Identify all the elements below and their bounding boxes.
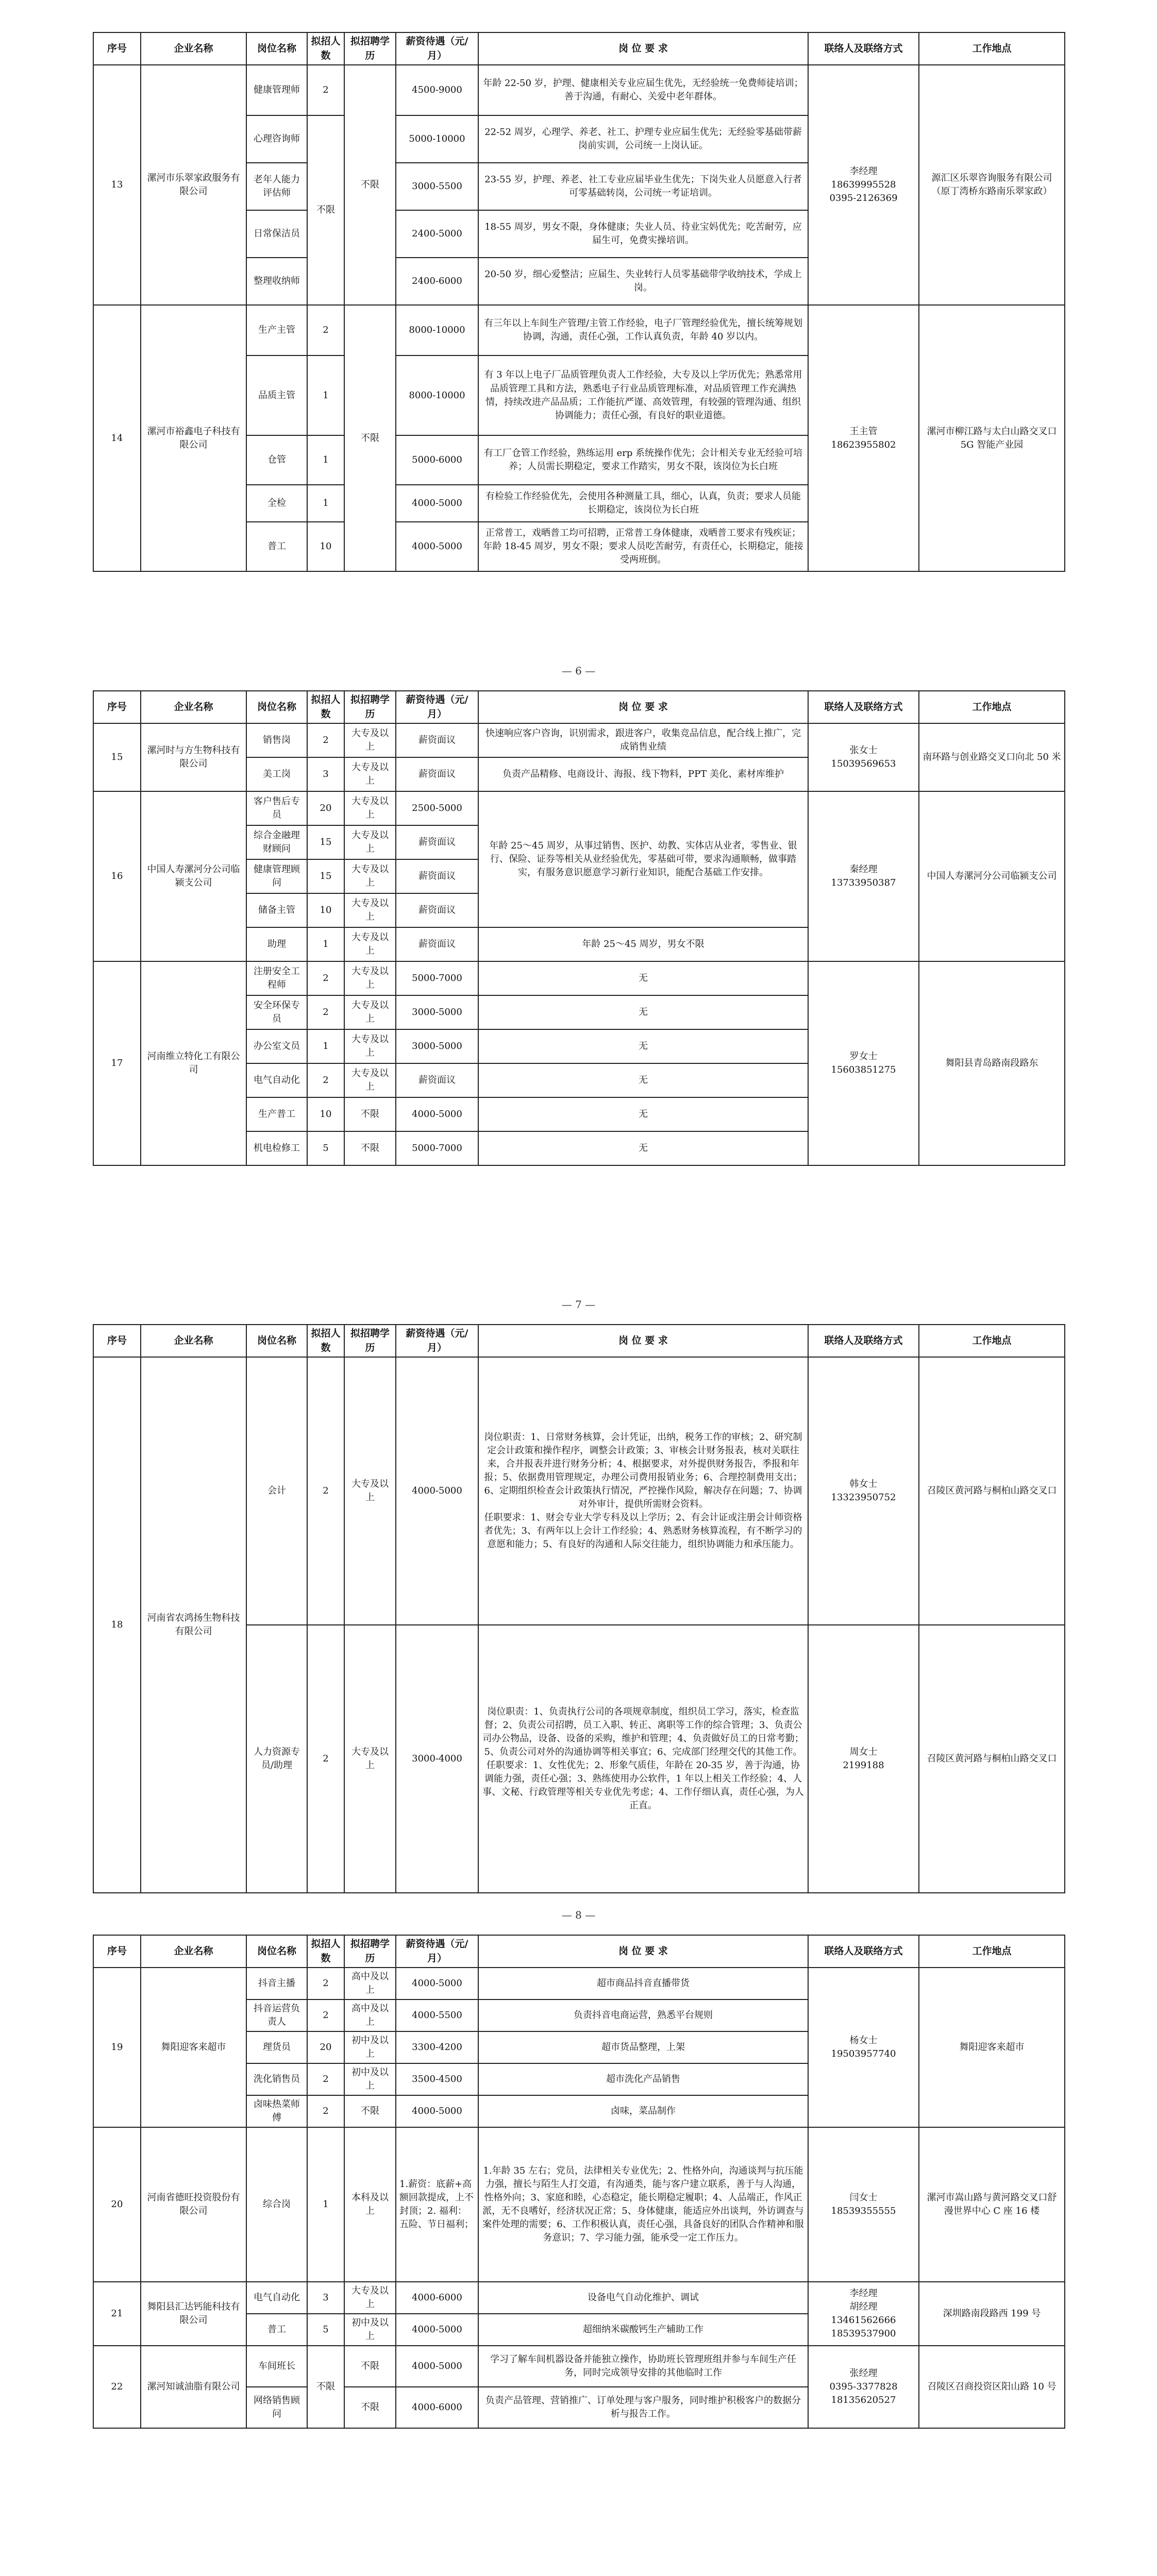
location-cell: 南环路与创业路交叉口向北 50 米 <box>919 723 1065 791</box>
salary-cell: 3500-4500 <box>396 2063 478 2095</box>
contact-cell: 李经理 18639995528 0395-2126369 <box>808 65 919 305</box>
count-cell: 2 <box>307 723 344 757</box>
header-company: 企业名称 <box>141 1325 246 1357</box>
seq-cell: 15 <box>93 723 141 791</box>
position-cell: 卤味热菜师傅 <box>246 2095 307 2127</box>
header-salary: 薪资待遇（元/月） <box>396 1935 478 1968</box>
contact-cell: 杨女士 19503957740 <box>808 1968 919 2127</box>
education-cell: 大专及以上 <box>344 1029 396 1063</box>
education-cell: 大专及以上 <box>344 927 396 961</box>
header-count: 拟招人数 <box>307 691 344 723</box>
position-cell: 储备主管 <box>246 893 307 927</box>
company-cell: 漯河市乐翠家政服务有限公司 <box>141 65 246 305</box>
salary-cell: 薪资面议 <box>396 859 478 893</box>
requirements-cell: 无 <box>478 1063 808 1097</box>
requirements-cell: 有 3 年以上电子厂品质管理负责人工作经验，大专及以上学历优先；熟悉常用品质管理工具和方法，熟悉电子行业品质管理标准，对品质管理工作充满热情，持续改进产品品质；工作能抗严谨、高效管理，有较强的管理沟通、组织协调能力；责任心强，有良好的职业道德。 <box>478 355 808 435</box>
salary-cell: 4500-9000 <box>396 65 478 115</box>
education-cell: 大专及以上 <box>344 1625 396 1893</box>
header-salary: 薪资待遇（元/月） <box>396 32 478 65</box>
seq-cell: 17 <box>93 961 141 1165</box>
education-cell: 不限 <box>344 2346 396 2387</box>
position-cell: 综合金融理财顾问 <box>246 825 307 859</box>
count-cell: 20 <box>307 791 344 825</box>
header-count: 拟招人数 <box>307 1935 344 1968</box>
salary-cell: 薪资面议 <box>396 927 478 961</box>
table-row <box>93 2127 1065 2282</box>
requirements-cell: 无 <box>478 961 808 995</box>
location-cell: 召陵区召商投资区阳山路 10 号 <box>919 2346 1065 2428</box>
salary-cell: 2400-5000 <box>396 210 478 258</box>
salary-cell: 4000-5000 <box>396 1968 478 1999</box>
requirements-cell: 有三年以上车间生产管理/主管工作经验，电子厂管理经验优先，擅长统筹规划协调，沟通，责任心强，工作认真负责，年龄 40 岁以内。 <box>478 305 808 355</box>
location-cell: 漯河市柳江路与太白山路交叉口 5G 智能产业园 <box>919 305 1065 571</box>
contact-cell: 罗女士 15603851275 <box>808 961 919 1165</box>
education-cell: 不限 <box>344 305 396 571</box>
education-cell: 不限 <box>344 2387 396 2428</box>
page-8 <box>93 1324 1064 1893</box>
page-9 <box>93 1935 1064 2429</box>
header-position: 岗位名称 <box>246 691 307 723</box>
header-contact: 联络人及联络方式 <box>808 1935 919 1968</box>
recruitment-table <box>93 32 1065 572</box>
requirements-cell: 超市货品整理，上架 <box>478 2031 808 2063</box>
table-row <box>93 791 1065 825</box>
header-requirements: 岗 位 要 求 <box>478 1325 808 1357</box>
header-education: 拟招聘学历 <box>344 691 396 723</box>
count-cell: 2 <box>307 1357 344 1625</box>
requirements-cell: 年龄 25～45 周岁，从事过销售、医护、幼教、实体店从业者，零售业、银行、保险、证券等相关从业经验优先，零基础可带，要求沟通顺畅，做事踏实，有服务意识愿意学习新行业知识，能配合基础工作安排。 <box>478 791 808 927</box>
table-row <box>93 2282 1065 2314</box>
salary-cell: 3000-5500 <box>396 163 478 210</box>
education-cell: 大专及以上 <box>344 995 396 1029</box>
salary-cell: 4000-5000 <box>396 1097 478 1131</box>
salary-cell: 薪资面议 <box>396 757 478 791</box>
count-cell: 不限 <box>307 2346 344 2428</box>
position-cell: 机电检修工 <box>246 1131 307 1165</box>
position-cell: 普工 <box>246 2314 307 2346</box>
position-cell: 生产普工 <box>246 1097 307 1131</box>
salary-cell: 薪资面议 <box>396 723 478 757</box>
salary-cell: 4000-6000 <box>396 2387 478 2428</box>
table-row <box>93 1968 1065 1999</box>
requirements-cell: 负责产品管理、营销推广、订单处理与客户服务，同时维护积极客户的数据分析与报告工作。 <box>478 2387 808 2428</box>
company-cell: 河南省德旺投资股份有限公司 <box>141 2127 246 2282</box>
count-cell: 2 <box>307 305 344 355</box>
contact-cell: 李经理 胡经理 13461562666 18539537900 <box>808 2282 919 2346</box>
header-company: 企业名称 <box>141 691 246 723</box>
count-cell: 2 <box>307 65 344 115</box>
salary-cell: 4000-5000 <box>396 2346 478 2387</box>
contact-cell: 张女士 15039569653 <box>808 723 919 791</box>
education-cell: 高中及以上 <box>344 1999 396 2031</box>
requirements-cell: 超市洗化产品销售 <box>478 2063 808 2095</box>
position-cell: 客户售后专员 <box>246 791 307 825</box>
count-cell: 1 <box>307 355 344 435</box>
header-position: 岗位名称 <box>246 32 307 65</box>
header-position: 岗位名称 <box>246 1325 307 1357</box>
requirements-cell: 22-52 周岁，心理学、养老、社工、护理专业应届生优先；无经验零基础带薪岗前实训，公司统一上岗认证。 <box>478 115 808 163</box>
header-salary: 薪资待遇（元/月） <box>396 691 478 723</box>
position-cell: 健康管理顾问 <box>246 859 307 893</box>
salary-cell: 薪资面议 <box>396 825 478 859</box>
education-cell: 大专及以上 <box>344 961 396 995</box>
page-6 <box>93 32 1064 572</box>
count-cell: 3 <box>307 757 344 791</box>
salary-cell: 4000-5000 <box>396 522 478 571</box>
header-location: 工作地点 <box>919 1935 1065 1968</box>
position-cell: 综合岗 <box>246 2127 307 2282</box>
recruitment-table <box>93 1324 1065 1893</box>
education-cell: 大专及以上 <box>344 825 396 859</box>
header-education: 拟招聘学历 <box>344 1325 396 1357</box>
count-cell: 5 <box>307 2314 344 2346</box>
education-cell: 初中及以上 <box>344 2314 396 2346</box>
requirements-cell: 23-55 岁，护理、养老、社工专业应届毕业生优先；下岗失业人员愿意入行者可零基础转岗，公司统一考证培训。 <box>478 163 808 210</box>
header-contact: 联络人及联络方式 <box>808 691 919 723</box>
requirements-cell: 1.年龄 35 左右；党员，法律相关专业优先；2、性格外向，沟通谈判与抗压能力强，擅长与陌生人打交道，有沟通类，能与客户建立联系，善于与人沟通，性格外向；3、家庭和睦，心态稳定，能长期稳定履职；4、人品端正，作风正派，无不良嗜好，经济状况正常；5、身体健康，能适应外出谈判，外访调查与案件处理的需要；6、工作积极认真，责任心强，具备良好的团队合作精神和服务意识；7、学习能力强，能承受一定工作压力。 <box>478 2127 808 2282</box>
education-cell: 大专及以上 <box>344 723 396 757</box>
salary-cell: 4000-6000 <box>396 2282 478 2314</box>
seq-cell: 22 <box>93 2346 141 2428</box>
location-cell: 召陵区黄河路与桐柏山路交叉口 <box>919 1625 1065 1893</box>
education-cell: 不限 <box>344 2095 396 2127</box>
salary-cell: 3000-5000 <box>396 995 478 1029</box>
location-cell: 舞阳迎客来超市 <box>919 1968 1065 2127</box>
header-education: 拟招聘学历 <box>344 32 396 65</box>
salary-cell: 薪资面议 <box>396 1063 478 1097</box>
requirements-cell: 学习了解车间机器设备并能独立操作，协助班长管理班组并参与车间生产任务，同时完成领导安排的其他临时工作 <box>478 2346 808 2387</box>
position-cell: 会计 <box>246 1357 307 1625</box>
header-position: 岗位名称 <box>246 1935 307 1968</box>
salary-cell: 4000-5000 <box>396 2314 478 2346</box>
header-requirements: 岗 位 要 求 <box>478 32 808 65</box>
salary-cell: 2400-6000 <box>396 258 478 305</box>
header-seq: 序号 <box>93 1325 141 1357</box>
page-number: — 7 — <box>561 1298 596 1311</box>
position-cell: 仓管 <box>246 435 307 485</box>
count-cell: 2 <box>307 2063 344 2095</box>
position-cell: 品质主管 <box>246 355 307 435</box>
header-education: 拟招聘学历 <box>344 1935 396 1968</box>
education-cell: 初中及以上 <box>344 2063 396 2095</box>
table-row <box>93 305 1065 355</box>
company-cell: 漯河市裕鑫电子科技有限公司 <box>141 305 246 571</box>
salary-cell: 8000-10000 <box>396 355 478 435</box>
count-cell: 2 <box>307 1999 344 2031</box>
count-cell: 15 <box>307 859 344 893</box>
requirements-cell: 快速响应客户咨询，识别需求，跟进客户，收集竞品信息，配合线上推广，完成销售业绩 <box>478 723 808 757</box>
recruitment-table <box>93 690 1065 1166</box>
header-contact: 联络人及联络方式 <box>808 1325 919 1357</box>
header-seq: 序号 <box>93 1935 141 1968</box>
salary-cell: 8000-10000 <box>396 305 478 355</box>
contact-cell: 闫女士 18539355555 <box>808 2127 919 2282</box>
education-cell: 大专及以上 <box>344 757 396 791</box>
count-cell: 2 <box>307 1063 344 1097</box>
header-seq: 序号 <box>93 32 141 65</box>
header-row <box>93 691 1065 723</box>
position-cell: 抖音主播 <box>246 1968 307 1999</box>
page-7 <box>93 690 1064 1166</box>
salary-cell: 5000-6000 <box>396 435 478 485</box>
education-cell: 大专及以上 <box>344 2282 396 2314</box>
position-cell: 日常保洁员 <box>246 210 307 258</box>
requirements-cell: 18-55 周岁，男女不限，身体健康；失业人员、待业宝妈优先；吃苦耐劳，应届生可，免费实操培训。 <box>478 210 808 258</box>
position-cell: 健康管理师 <box>246 65 307 115</box>
requirements-cell: 年龄 25～45 周岁，男女不限 <box>478 927 808 961</box>
count-cell: 2 <box>307 995 344 1029</box>
education-cell: 大专及以上 <box>344 1063 396 1097</box>
requirements-cell: 无 <box>478 995 808 1029</box>
requirements-cell: 20-50 岁，细心爱整洁；应届生、失业转行人员零基础带学收纳技术，学成上岗。 <box>478 258 808 305</box>
position-cell: 生产主管 <box>246 305 307 355</box>
requirements-cell: 有检验工作经验优先，会使用各种测量工具，细心，认真，负责；要求人员能长期稳定，该岗位为长白班 <box>478 485 808 522</box>
education-cell: 不限 <box>344 65 396 305</box>
header-requirements: 岗 位 要 求 <box>478 691 808 723</box>
salary-cell: 薪资面议 <box>396 893 478 927</box>
count-cell: 2 <box>307 1625 344 1893</box>
location-cell: 召陵区黄河路与桐柏山路交叉口 <box>919 1357 1065 1625</box>
position-cell: 普工 <box>246 522 307 571</box>
position-cell: 抖音运营负责人 <box>246 1999 307 2031</box>
salary-cell: 3000-4000 <box>396 1625 478 1893</box>
requirements-cell: 有工厂仓管工作经验，熟练运用 erp 系统操作优先；会计相关专业无经验可培养；人员需长期稳定，要求工作踏实，男女不限，该岗位为长白班 <box>478 435 808 485</box>
count-cell: 10 <box>307 893 344 927</box>
salary-cell: 2500-5000 <box>396 791 478 825</box>
education-cell: 本科及以上 <box>344 2127 396 2282</box>
count-cell: 2 <box>307 2095 344 2127</box>
count-cell: 1 <box>307 2127 344 2282</box>
position-cell: 网络销售顾问 <box>246 2387 307 2428</box>
table-row <box>93 2346 1065 2387</box>
position-cell: 注册安全工程师 <box>246 961 307 995</box>
header-count: 拟招人数 <box>307 1325 344 1357</box>
position-cell: 全检 <box>246 485 307 522</box>
contact-cell: 周女士 2199188 <box>808 1625 919 1893</box>
location-cell: 中国人寿漯河分公司临颍支公司 <box>919 791 1065 961</box>
location-cell: 源汇区乐翠咨询服务有限公司（原丁湾桥东路南乐翠家政） <box>919 65 1065 305</box>
requirements-cell: 设备电气自动化维护、调试 <box>478 2282 808 2314</box>
requirements-cell: 岗位职责：1、负责执行公司的各项规章制度，组织员工学习，落实，检查监督；2、负责公司招聘，员工入职、转正、离职等工作的综合管理；3、负责公司办公物品，设备、设备的采购，维护和管理；4、负责做好员工的日常考勤；5、负责公司对外的沟通协调等相关事宜；6、完成部门经理交代的其他工作。任职要求：1、女性优先；2、形象气质佳，年龄在 20-35 岁，善于沟通，协调能力强，责任心强；3、熟练使用办公软件，1 年以上相关工作经验；4、人事、文秘、行政管理等相关专业优先考虑；4、工作仔细认真，责任心强，为人正直。 <box>478 1625 808 1893</box>
requirements-cell: 年龄 22-50 岁，护理、健康相关专业应届生优先，无经验统一免费师徒培训；善于沟通，有耐心、关爱中老年群体。 <box>478 65 808 115</box>
salary-cell: 4000-5500 <box>396 1999 478 2031</box>
company-cell: 中国人寿漯河分公司临颍支公司 <box>141 791 246 961</box>
salary-cell: 5000-7000 <box>396 1131 478 1165</box>
requirements-cell: 无 <box>478 1131 808 1165</box>
salary-cell: 1.薪资：底薪+高额回款提成，上不封顶；2. 福利：五险、节日福利； <box>396 2127 478 2282</box>
position-cell: 整理收纳师 <box>246 258 307 305</box>
seq-cell: 21 <box>93 2282 141 2346</box>
table-row <box>93 1357 1065 1625</box>
header-salary: 薪资待遇（元/月） <box>396 1325 478 1357</box>
requirements-cell: 超细纳米碳酸钙生产辅助工作 <box>478 2314 808 2346</box>
position-cell: 车间班长 <box>246 2346 307 2387</box>
seq-cell: 13 <box>93 65 141 305</box>
education-cell: 大专及以上 <box>344 1357 396 1625</box>
count-cell: 不限 <box>307 115 344 305</box>
page-number: — 8 — <box>561 1909 596 1921</box>
company-cell: 舞阳迎客来超市 <box>141 1968 246 2127</box>
page-number: — 6 — <box>561 665 596 677</box>
count-cell: 5 <box>307 1131 344 1165</box>
location-cell: 舞阳县青岛路南段路东 <box>919 961 1065 1165</box>
salary-cell: 4000-5000 <box>396 2095 478 2127</box>
position-cell: 洗化销售员 <box>246 2063 307 2095</box>
count-cell: 2 <box>307 961 344 995</box>
requirements-cell: 无 <box>478 1029 808 1063</box>
count-cell: 2 <box>307 1968 344 1999</box>
count-cell: 10 <box>307 522 344 571</box>
count-cell: 1 <box>307 1029 344 1063</box>
count-cell: 1 <box>307 927 344 961</box>
requirements-cell: 卤味，菜品制作 <box>478 2095 808 2127</box>
position-cell: 电气自动化 <box>246 2282 307 2314</box>
requirements-cell: 负责产品精修、电商设计、海报、线下物料，PPT 美化、素材库维护 <box>478 757 808 791</box>
seq-cell: 14 <box>93 305 141 571</box>
company-cell: 舞阳县汇达钙能科技有限公司 <box>141 2282 246 2346</box>
education-cell: 高中及以上 <box>344 1968 396 1999</box>
company-cell: 漯河时与方生物科技有限公司 <box>141 723 246 791</box>
contact-cell: 秦经理 13733950387 <box>808 791 919 961</box>
count-cell: 3 <box>307 2282 344 2314</box>
table-row <box>93 723 1065 757</box>
requirements-cell: 超市商品抖音直播带货 <box>478 1968 808 1999</box>
salary-cell: 5000-7000 <box>396 961 478 995</box>
contact-cell: 王主管 18623955802 <box>808 305 919 571</box>
header-company: 企业名称 <box>141 32 246 65</box>
header-row <box>93 1935 1065 1968</box>
header-location: 工作地点 <box>919 32 1065 65</box>
education-cell: 不限 <box>344 1097 396 1131</box>
requirements-cell: 无 <box>478 1097 808 1131</box>
position-cell: 电气自动化 <box>246 1063 307 1097</box>
position-cell: 心理咨询师 <box>246 115 307 163</box>
header-row <box>93 1325 1065 1357</box>
count-cell: 10 <box>307 1097 344 1131</box>
salary-cell: 4000-5000 <box>396 1357 478 1625</box>
table-row <box>93 961 1065 995</box>
position-cell: 人力资源专员/助理 <box>246 1625 307 1893</box>
header-count: 拟招人数 <box>307 32 344 65</box>
requirements-cell: 负责抖音电商运营，熟悉平台规则 <box>478 1999 808 2031</box>
header-row <box>93 32 1065 65</box>
seq-cell: 19 <box>93 1968 141 2127</box>
position-cell: 销售岗 <box>246 723 307 757</box>
seq-cell: 16 <box>93 791 141 961</box>
header-location: 工作地点 <box>919 691 1065 723</box>
header-contact: 联络人及联络方式 <box>808 32 919 65</box>
position-cell: 安全环保专员 <box>246 995 307 1029</box>
count-cell: 20 <box>307 2031 344 2063</box>
location-cell: 漯河市嵩山路与黄河路交叉口舒漫世界中心 C 座 16 楼 <box>919 2127 1065 2282</box>
position-cell: 助理 <box>246 927 307 961</box>
contact-cell: 张经理 0395-3377828 18135620527 <box>808 2346 919 2428</box>
count-cell: 1 <box>307 485 344 522</box>
count-cell: 15 <box>307 825 344 859</box>
count-cell: 1 <box>307 435 344 485</box>
salary-cell: 3300-4200 <box>396 2031 478 2063</box>
header-seq: 序号 <box>93 691 141 723</box>
company-cell: 河南省农鸿扬生物科技有限公司 <box>141 1357 246 1893</box>
position-cell: 老年人能力评估师 <box>246 163 307 210</box>
education-cell: 大专及以上 <box>344 893 396 927</box>
position-cell: 办公室文员 <box>246 1029 307 1063</box>
education-cell: 大专及以上 <box>344 791 396 825</box>
education-cell: 不限 <box>344 1131 396 1165</box>
seq-cell: 20 <box>93 2127 141 2282</box>
salary-cell: 3000-5000 <box>396 1029 478 1063</box>
education-cell: 初中及以上 <box>344 2031 396 2063</box>
salary-cell: 4000-5000 <box>396 485 478 522</box>
requirements-cell: 岗位职责：1、日常财务核算，会计凭证，出纳，税务工作的审核；2、研究制定会计政策和操作程序，调整会计政策；3、审核会计财务报表，核对关联往来，合并报表并进行财务分析；4、根据要求，对外提供财务报告，季报和年报；5、依据费用管理规定，办理公司费用报销业务；6、合理控制费用支出；6、定期组织检查会计政策执行情况，严控操作风险，解决存在问题；7、协调对外审计，提供所需财会资料。 任职要求：1、财会专业大学专科及以上学历；2、有会计证或注册会计师资格者优先；3、有两年以上会计工作经验；4、熟悉财务核算流程，有不断学习的意愿和能力；5、有良好的沟通和人际交往能力，组织协调能力和承压能力。 <box>478 1357 808 1625</box>
position-cell: 理货员 <box>246 2031 307 2063</box>
company-cell: 河南维立特化工有限公司 <box>141 961 246 1165</box>
salary-cell: 5000-10000 <box>396 115 478 163</box>
seq-cell: 18 <box>93 1357 141 1893</box>
company-cell: 漯河知诚油脂有限公司 <box>141 2346 246 2428</box>
header-requirements: 岗 位 要 求 <box>478 1935 808 1968</box>
table-row <box>93 65 1065 115</box>
contact-cell: 韩女士 13323950752 <box>808 1357 919 1625</box>
header-company: 企业名称 <box>141 1935 246 1968</box>
recruitment-table <box>93 1935 1065 2429</box>
header-location: 工作地点 <box>919 1325 1065 1357</box>
education-cell: 大专及以上 <box>344 859 396 893</box>
location-cell: 深圳路南段路西 199 号 <box>919 2282 1065 2346</box>
requirements-cell: 正常普工，戏晒普工均可招聘，正常普工身体健康，戏晒普工要求有残疾证；年龄 18-45 周岁，男女不限；要求人员吃苦耐劳，有责任心，长期稳定，能接受两班倒。 <box>478 522 808 571</box>
position-cell: 美工岗 <box>246 757 307 791</box>
